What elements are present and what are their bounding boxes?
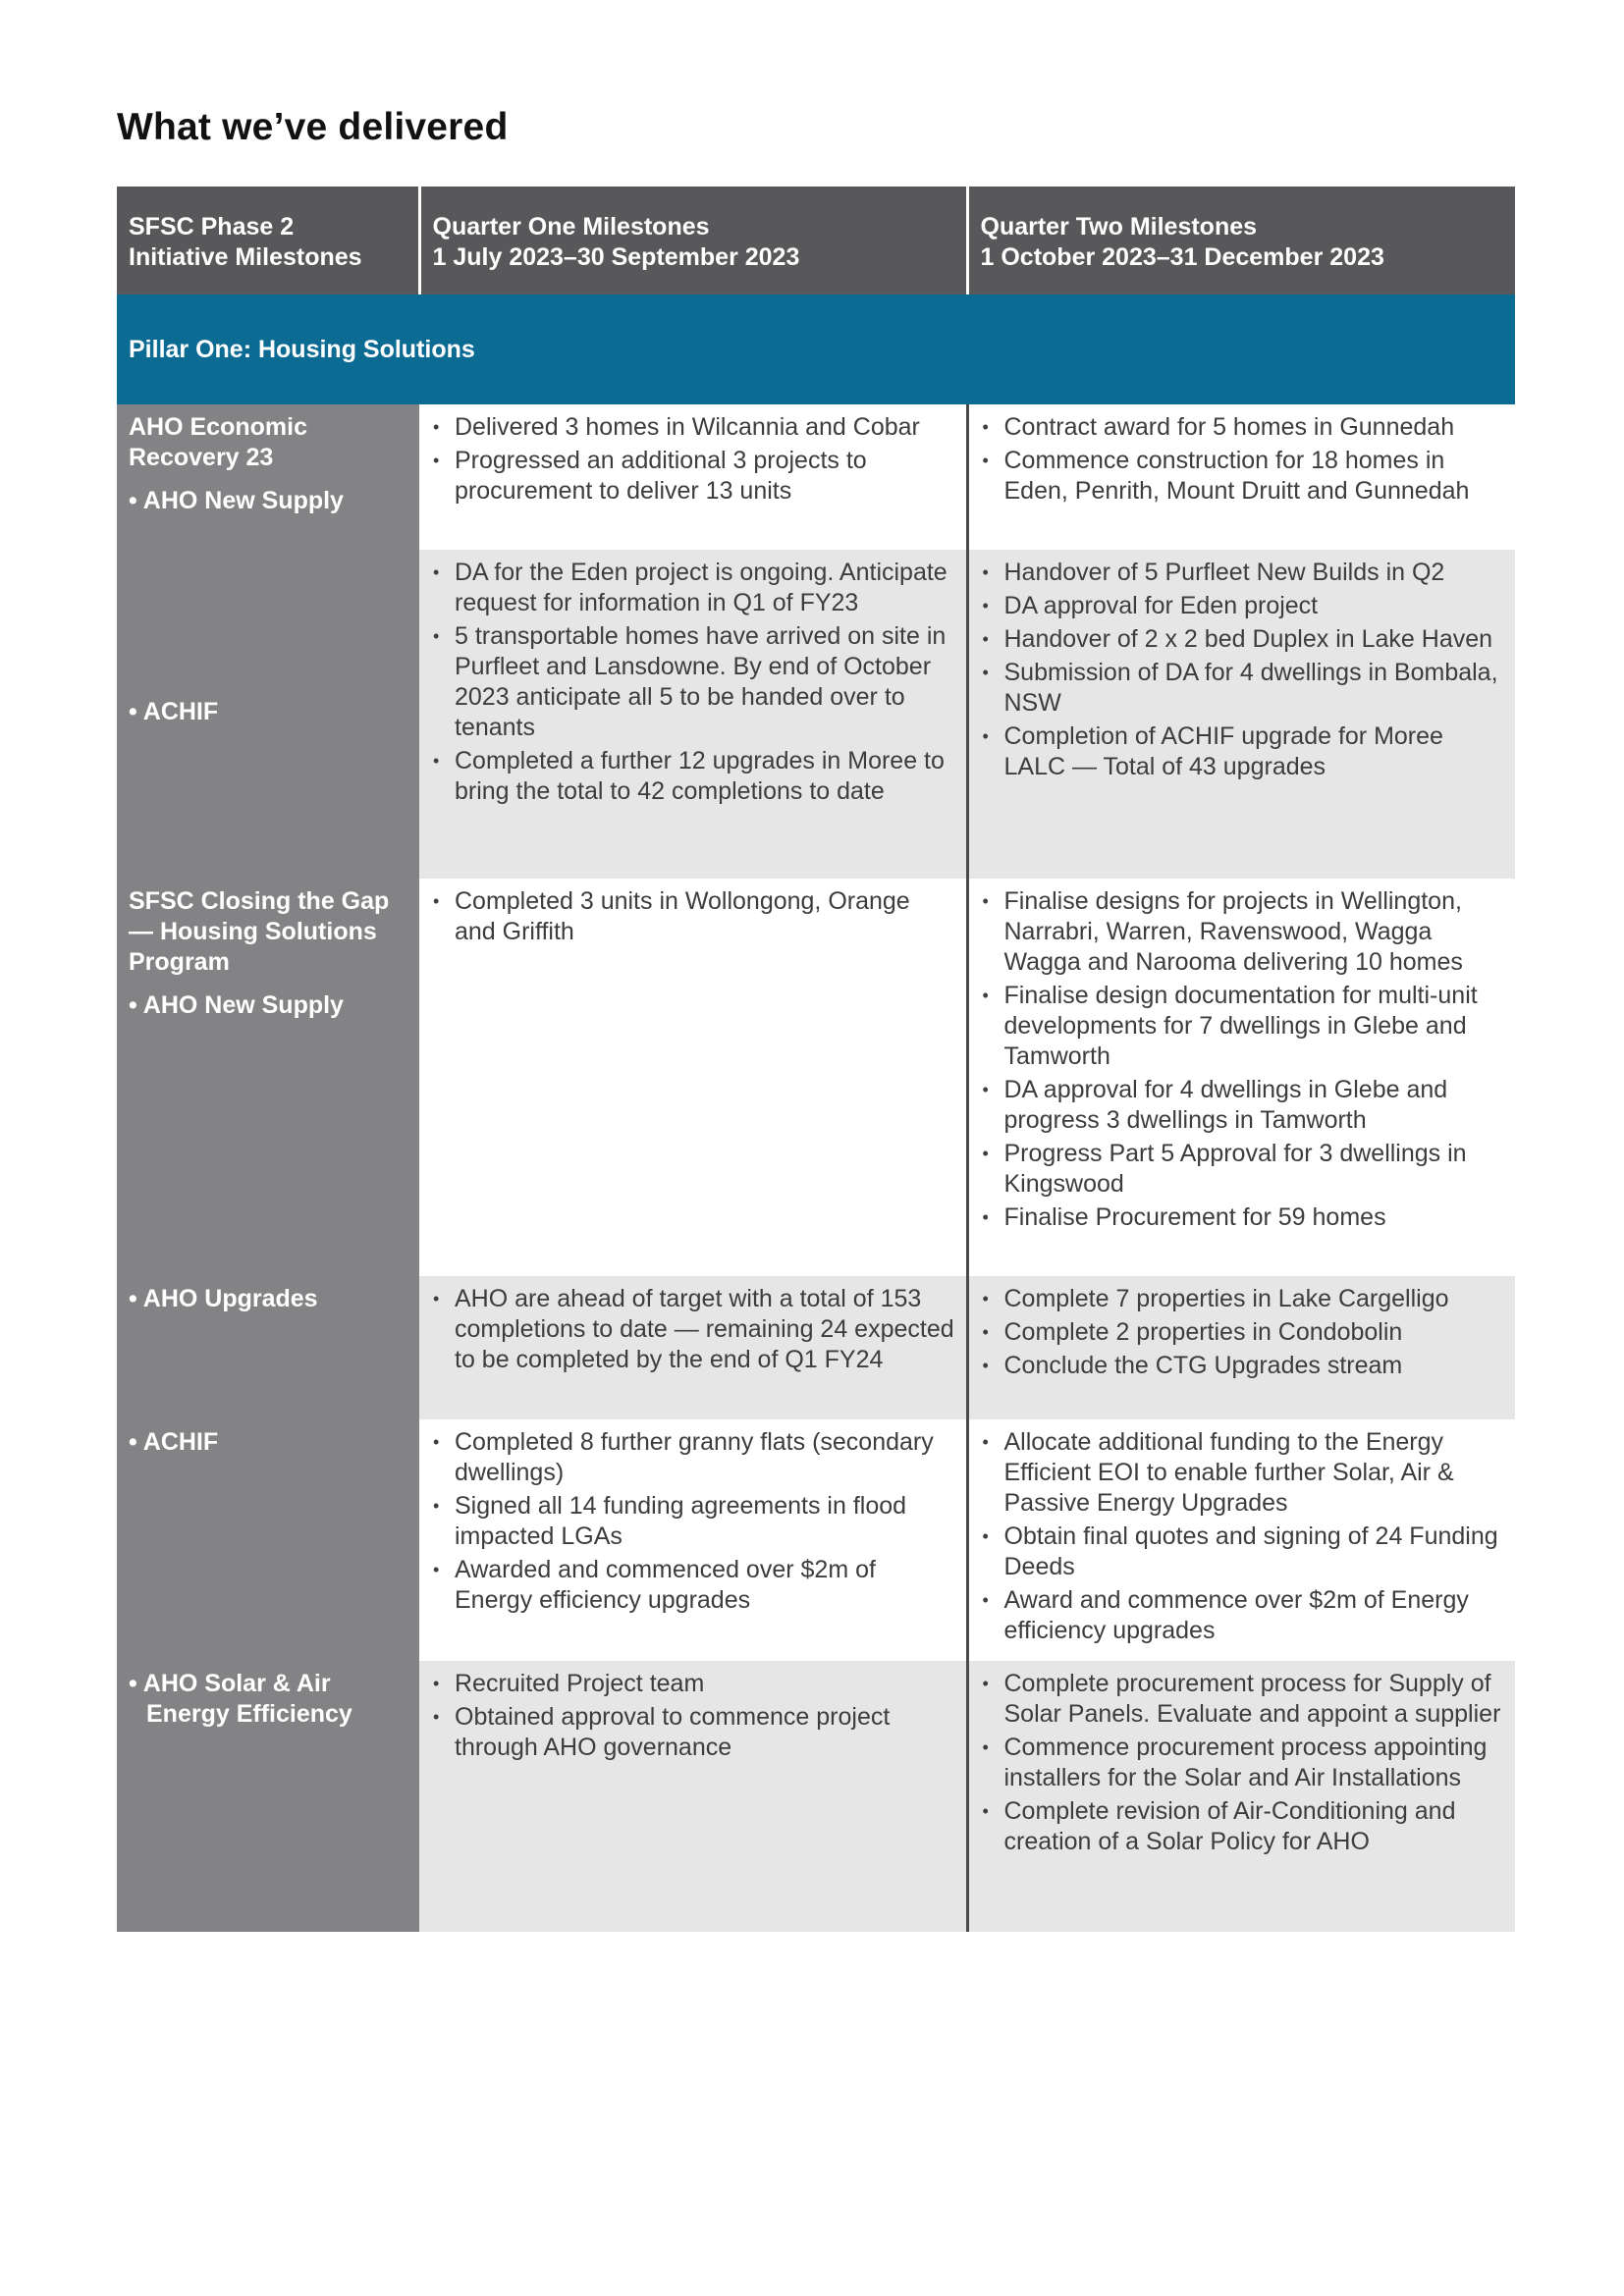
- initiative-cell: [117, 879, 419, 1276]
- milestone-item: • Finalise design documentation for multi-unit developments for 7 dwellings in Glebe and Tamworth: [981, 981, 1506, 1072]
- table-header-row: [117, 187, 1515, 294]
- initiative-cell: [117, 1661, 419, 1932]
- initiative-subitem: • AHO Upgrades: [129, 1285, 318, 1312]
- quarter-one-cell: [419, 1661, 967, 1932]
- milestone-item: • 5 transportable homes have arrived on site in Purfleet and Lansdowne. By end of October 2023 anticipate all 5 to be handed over to tenants: [431, 621, 956, 743]
- milestone-item: • Completion of ACHIF upgrade for Moree LALC — Total of 43 upgrades: [981, 721, 1506, 782]
- milestone-item: • Handover of 2 x 2 bed Duplex in Lake Haven: [981, 624, 1506, 655]
- quarter-two-cell: [967, 1276, 1515, 1419]
- header-initiative-text: SFSC Phase 2 Initiative Milestones: [129, 213, 362, 271]
- quarter-one-cell: [419, 1419, 967, 1661]
- initiative-cell: [117, 404, 419, 550]
- pillar-row: [117, 294, 1515, 404]
- quarter-one-cell: [419, 404, 967, 550]
- milestone-item: • Allocate additional funding to the Energy Efficient EOI to enable further Solar, Air & Passive Energy Upgrades: [981, 1427, 1506, 1519]
- table-row: [117, 879, 1515, 1276]
- milestone-list: [431, 1669, 956, 1763]
- milestone-item: • Award and commence over $2m of Energy efficiency upgrades: [981, 1585, 1506, 1646]
- milestone-list: [981, 886, 1506, 1233]
- milestone-item: • Submission of DA for 4 dwellings in Bombala, NSW: [981, 658, 1506, 719]
- milestone-item: • Commence construction for 18 homes in Eden, Penrith, Mount Druitt and Gunnedah: [981, 446, 1506, 507]
- initiative-subitem: • ACHIF: [129, 1428, 219, 1456]
- milestone-item: • AHO are ahead of target with a total of 153 completions to date — remaining 24 expected to be completed by the end of Q1 FY24: [431, 1284, 956, 1375]
- milestone-item: • Completed a further 12 upgrades in Moree to bring the total to 42 completions to date: [431, 746, 956, 807]
- table-row: [117, 1276, 1515, 1419]
- initiative-subitem: • AHO New Supply: [129, 487, 344, 514]
- milestone-list: [431, 558, 956, 807]
- header-quarter-one: [419, 187, 967, 294]
- quarter-two-cell: [967, 404, 1515, 550]
- header-initiative: [117, 187, 419, 294]
- milestone-item: • Signed all 14 funding agreements in flood impacted LGAs: [431, 1491, 956, 1552]
- milestone-item: • Complete procurement process for Supply of Solar Panels. Evaluate and appoint a supplier: [981, 1669, 1506, 1730]
- quarter-one-cell: [419, 879, 967, 1276]
- header-quarter-two: [967, 187, 1515, 294]
- milestone-item: • DA for the Eden project is ongoing. Anticipate request for information in Q1 of FY23: [431, 558, 956, 618]
- milestone-item: • Commence procurement process appointing installers for the Solar and Air Installations: [981, 1733, 1506, 1793]
- table-row: [117, 550, 1515, 879]
- milestone-list: [431, 412, 956, 507]
- header-quarter-two-text: Quarter Two Milestones 1 October 2023–31 December 2023: [980, 213, 1384, 271]
- milestone-item: • Completed 8 further granny flats (secondary dwellings): [431, 1427, 956, 1488]
- milestone-item: • Progressed an additional 3 projects to procurement to deliver 13 units: [431, 446, 956, 507]
- quarter-two-cell: [967, 879, 1515, 1276]
- quarter-two-cell: [967, 1419, 1515, 1661]
- milestone-item: • Complete revision of Air-Conditioning and creation of a Solar Policy for AHO: [981, 1796, 1506, 1857]
- initiative-subitem: • AHO Solar & Air Energy Efficiency: [129, 1670, 352, 1728]
- milestone-item: • Finalise Procurement for 59 homes: [981, 1202, 1506, 1233]
- milestone-item: • DA approval for Eden project: [981, 591, 1506, 621]
- milestone-item: • Awarded and commenced over $2m of Energy efficiency upgrades: [431, 1555, 956, 1616]
- milestone-list: [431, 1427, 956, 1616]
- quarter-two-cell: [967, 550, 1515, 879]
- milestone-list: [981, 558, 1506, 782]
- table-row: [117, 404, 1515, 550]
- table-row: [117, 1661, 1515, 1932]
- milestone-item: • Completed 3 units in Wollongong, Orange and Griffith: [431, 886, 956, 947]
- milestone-item: • Recruited Project team: [431, 1669, 956, 1699]
- milestones-table: [117, 187, 1515, 1932]
- milestone-item: • Complete 2 properties in Condobolin: [981, 1317, 1506, 1348]
- milestone-item: • Delivered 3 homes in Wilcannia and Cobar: [431, 412, 956, 443]
- milestone-item: • Handover of 5 Purfleet New Builds in Q2: [981, 558, 1506, 588]
- milestone-list: [981, 1669, 1506, 1857]
- initiative-name: SFSC Closing the Gap — Housing Solutions Program: [129, 887, 390, 976]
- header-quarter-one-text: Quarter One Milestones 1 July 2023–30 September 2023: [432, 213, 800, 271]
- milestone-list: [981, 1284, 1506, 1381]
- milestone-list: [981, 412, 1506, 507]
- initiative-cell: [117, 1419, 419, 1661]
- milestone-item: • Obtained approval to commence project through AHO governance: [431, 1702, 956, 1763]
- milestone-list: [431, 1284, 956, 1375]
- initiative-name: AHO Economic Recovery 23: [129, 413, 307, 471]
- initiative-subitem: • AHO New Supply: [129, 991, 344, 1019]
- milestone-item: • Contract award for 5 homes in Gunnedah: [981, 412, 1506, 443]
- milestone-item: • Progress Part 5 Approval for 3 dwellings in Kingswood: [981, 1139, 1506, 1200]
- quarter-one-cell: [419, 550, 967, 879]
- milestone-item: • Finalise designs for projects in Wellington, Narrabri, Warren, Ravenswood, Wagga Wagga and Narooma delivering 10 homes: [981, 886, 1506, 978]
- milestone-item: • DA approval for 4 dwellings in Glebe and progress 3 dwellings in Tamworth: [981, 1075, 1506, 1136]
- milestone-item: • Complete 7 properties in Lake Cargelligo: [981, 1284, 1506, 1314]
- initiative-subitem: • ACHIF: [129, 698, 219, 725]
- quarter-two-cell: [967, 1661, 1515, 1932]
- table-row: [117, 1419, 1515, 1661]
- milestone-item: • Obtain final quotes and signing of 24 Funding Deeds: [981, 1522, 1506, 1582]
- milestone-item: • Conclude the CTG Upgrades stream: [981, 1351, 1506, 1381]
- page-title: What we’ve delivered: [117, 106, 509, 148]
- pillar-label: Pillar One: Housing Solutions: [117, 294, 1515, 404]
- milestone-list: [431, 886, 956, 947]
- initiative-cell: [117, 1276, 419, 1419]
- milestone-list: [981, 1427, 1506, 1646]
- quarter-one-cell: [419, 1276, 967, 1419]
- initiative-cell: [117, 550, 419, 879]
